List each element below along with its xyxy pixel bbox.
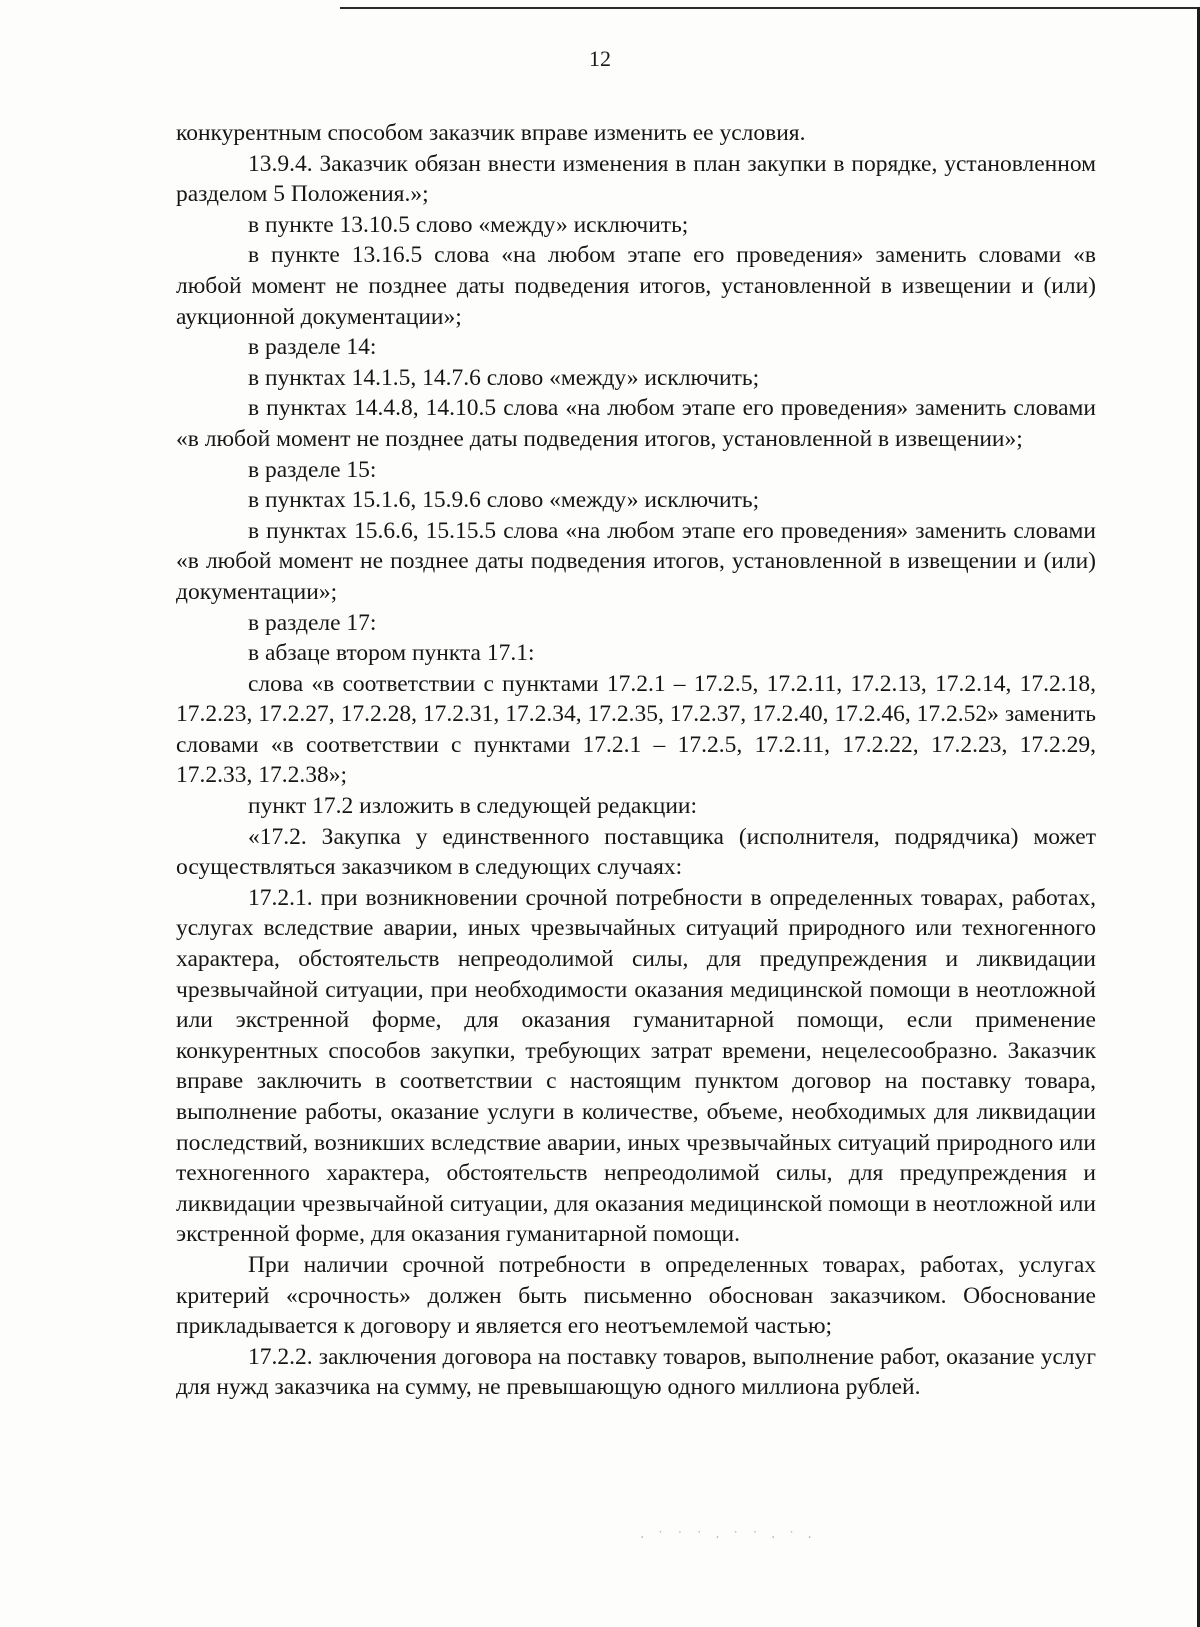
paragraph: 17.2.2. заключения договора на поставку товаров, выполнение работ, оказание услуг для нужд заказчика на сумму, не превышающую одного миллиона рублей.	[176, 1343, 1096, 1401]
paragraph: в пунктах 15.6.6, 15.15.5 слова «на любом этапе его проведения» заменить словами «в любой момент не позднее даты подведения итогов, установленной в извещении и (или) документации»;	[176, 517, 1096, 605]
paragraph: При наличии срочной потребности в определенных товарах, работах, услугах критерий «срочность» должен быть письменно обоснован заказчиком. Обоснование прикладывается к договору и является его неотъемлемой частью;	[176, 1251, 1096, 1340]
paragraph: пункт 17.2 изложить в следующей редакции:	[248, 793, 698, 820]
page-top-edge	[340, 0, 1200, 9]
paragraph: в абзаце втором пункта 17.1:	[248, 640, 535, 667]
paragraph: в пунктах 14.1.5, 14.7.6 слово «между» исключить;	[248, 364, 760, 391]
page-number: 12	[589, 46, 611, 71]
paragraph: в пункте 13.10.5 слово «между» исключить;	[248, 211, 689, 238]
paragraph: в разделе 14:	[248, 334, 377, 361]
paragraph: в разделе 17:	[248, 609, 377, 636]
paragraph: «17.2. Закупка у единственного поставщика (исполнителя, подрядчика) может осуществляться заказчиком в следующих случаях:	[176, 823, 1096, 881]
paragraph: 13.9.4. Заказчик обязан внести изменения в план закупки в порядке, установленном разделом 5 Положения.»;	[176, 150, 1096, 208]
paragraph: 17.2.1. при возникновении срочной потребности в определенных товарах, работах, услугах вследствие аварии, иных чрезвычайных ситуаций природного или техногенного характера, обстоятельств непреодолимой силы, для предупреждения и ликвидации чрезвычайной ситуации, при необходимости оказания медицинской помощи в неотложной или экстренной форме, для оказания гуманитарной помощи, если применение конкурентных способов закупки, требующих затрат времени, нецелесообразно. Заказчик вправе заключить в соответствии с настоящим пунктом договор на поставку товара, выполнение работы, оказание услуги в количестве, объеме, необходимых для ликвидации последствий, возникших вследствие аварии, иных чрезвычайных ситуаций природного или техногенного характера, обстоятельств непреодолимой силы, для предупреждения и ликвидации чрезвычайной ситуации, для оказания медицинской помощи в неотложной или экстренной форме, для оказания гуманитарной помощи.	[176, 884, 1096, 1248]
paragraph: слова «в соответствии с пунктами 17.2.1 – 17.2.5, 17.2.11, 17.2.13, 17.2.14, 17.2.18, 17.2.23, 17.2.27, 17.2.28, 17.2.31, 17.2.34, 17.2.35, 17.2.37, 17.2.40, 17.2.46, 17.2.52» заменить словами «в соответствии с пунктами 17.2.1 – 17.2.5, 17.2.11, 17.2.22, 17.2.23, 17.2.29, 17.2.33, 17.2.38»;	[176, 670, 1096, 789]
paragraph: в пункте 13.16.5 слова «на любом этапе его проведения» заменить словами «в любой момент не позднее даты подведения итогов, установленной в извещении и (или) аукционной документации»;	[176, 242, 1096, 330]
document-body	[176, 118, 1096, 1403]
paragraph: в пунктах 15.1.6, 15.9.6 слово «между» исключить;	[248, 487, 760, 514]
scan-artifact: · ˙ ˙ ˙ · ˙ ˙ · ˙ ·	[640, 1530, 816, 1546]
paragraph: в разделе 15:	[248, 456, 377, 483]
paragraph: в пунктах 14.4.8, 14.10.5 слова «на любом этапе его проведения» заменить словами «в любой момент не позднее даты подведения итогов, установленной в извещении»;	[176, 395, 1096, 452]
paragraph: конкурентным способом заказчик вправе изменить ее условия.	[176, 120, 806, 146]
